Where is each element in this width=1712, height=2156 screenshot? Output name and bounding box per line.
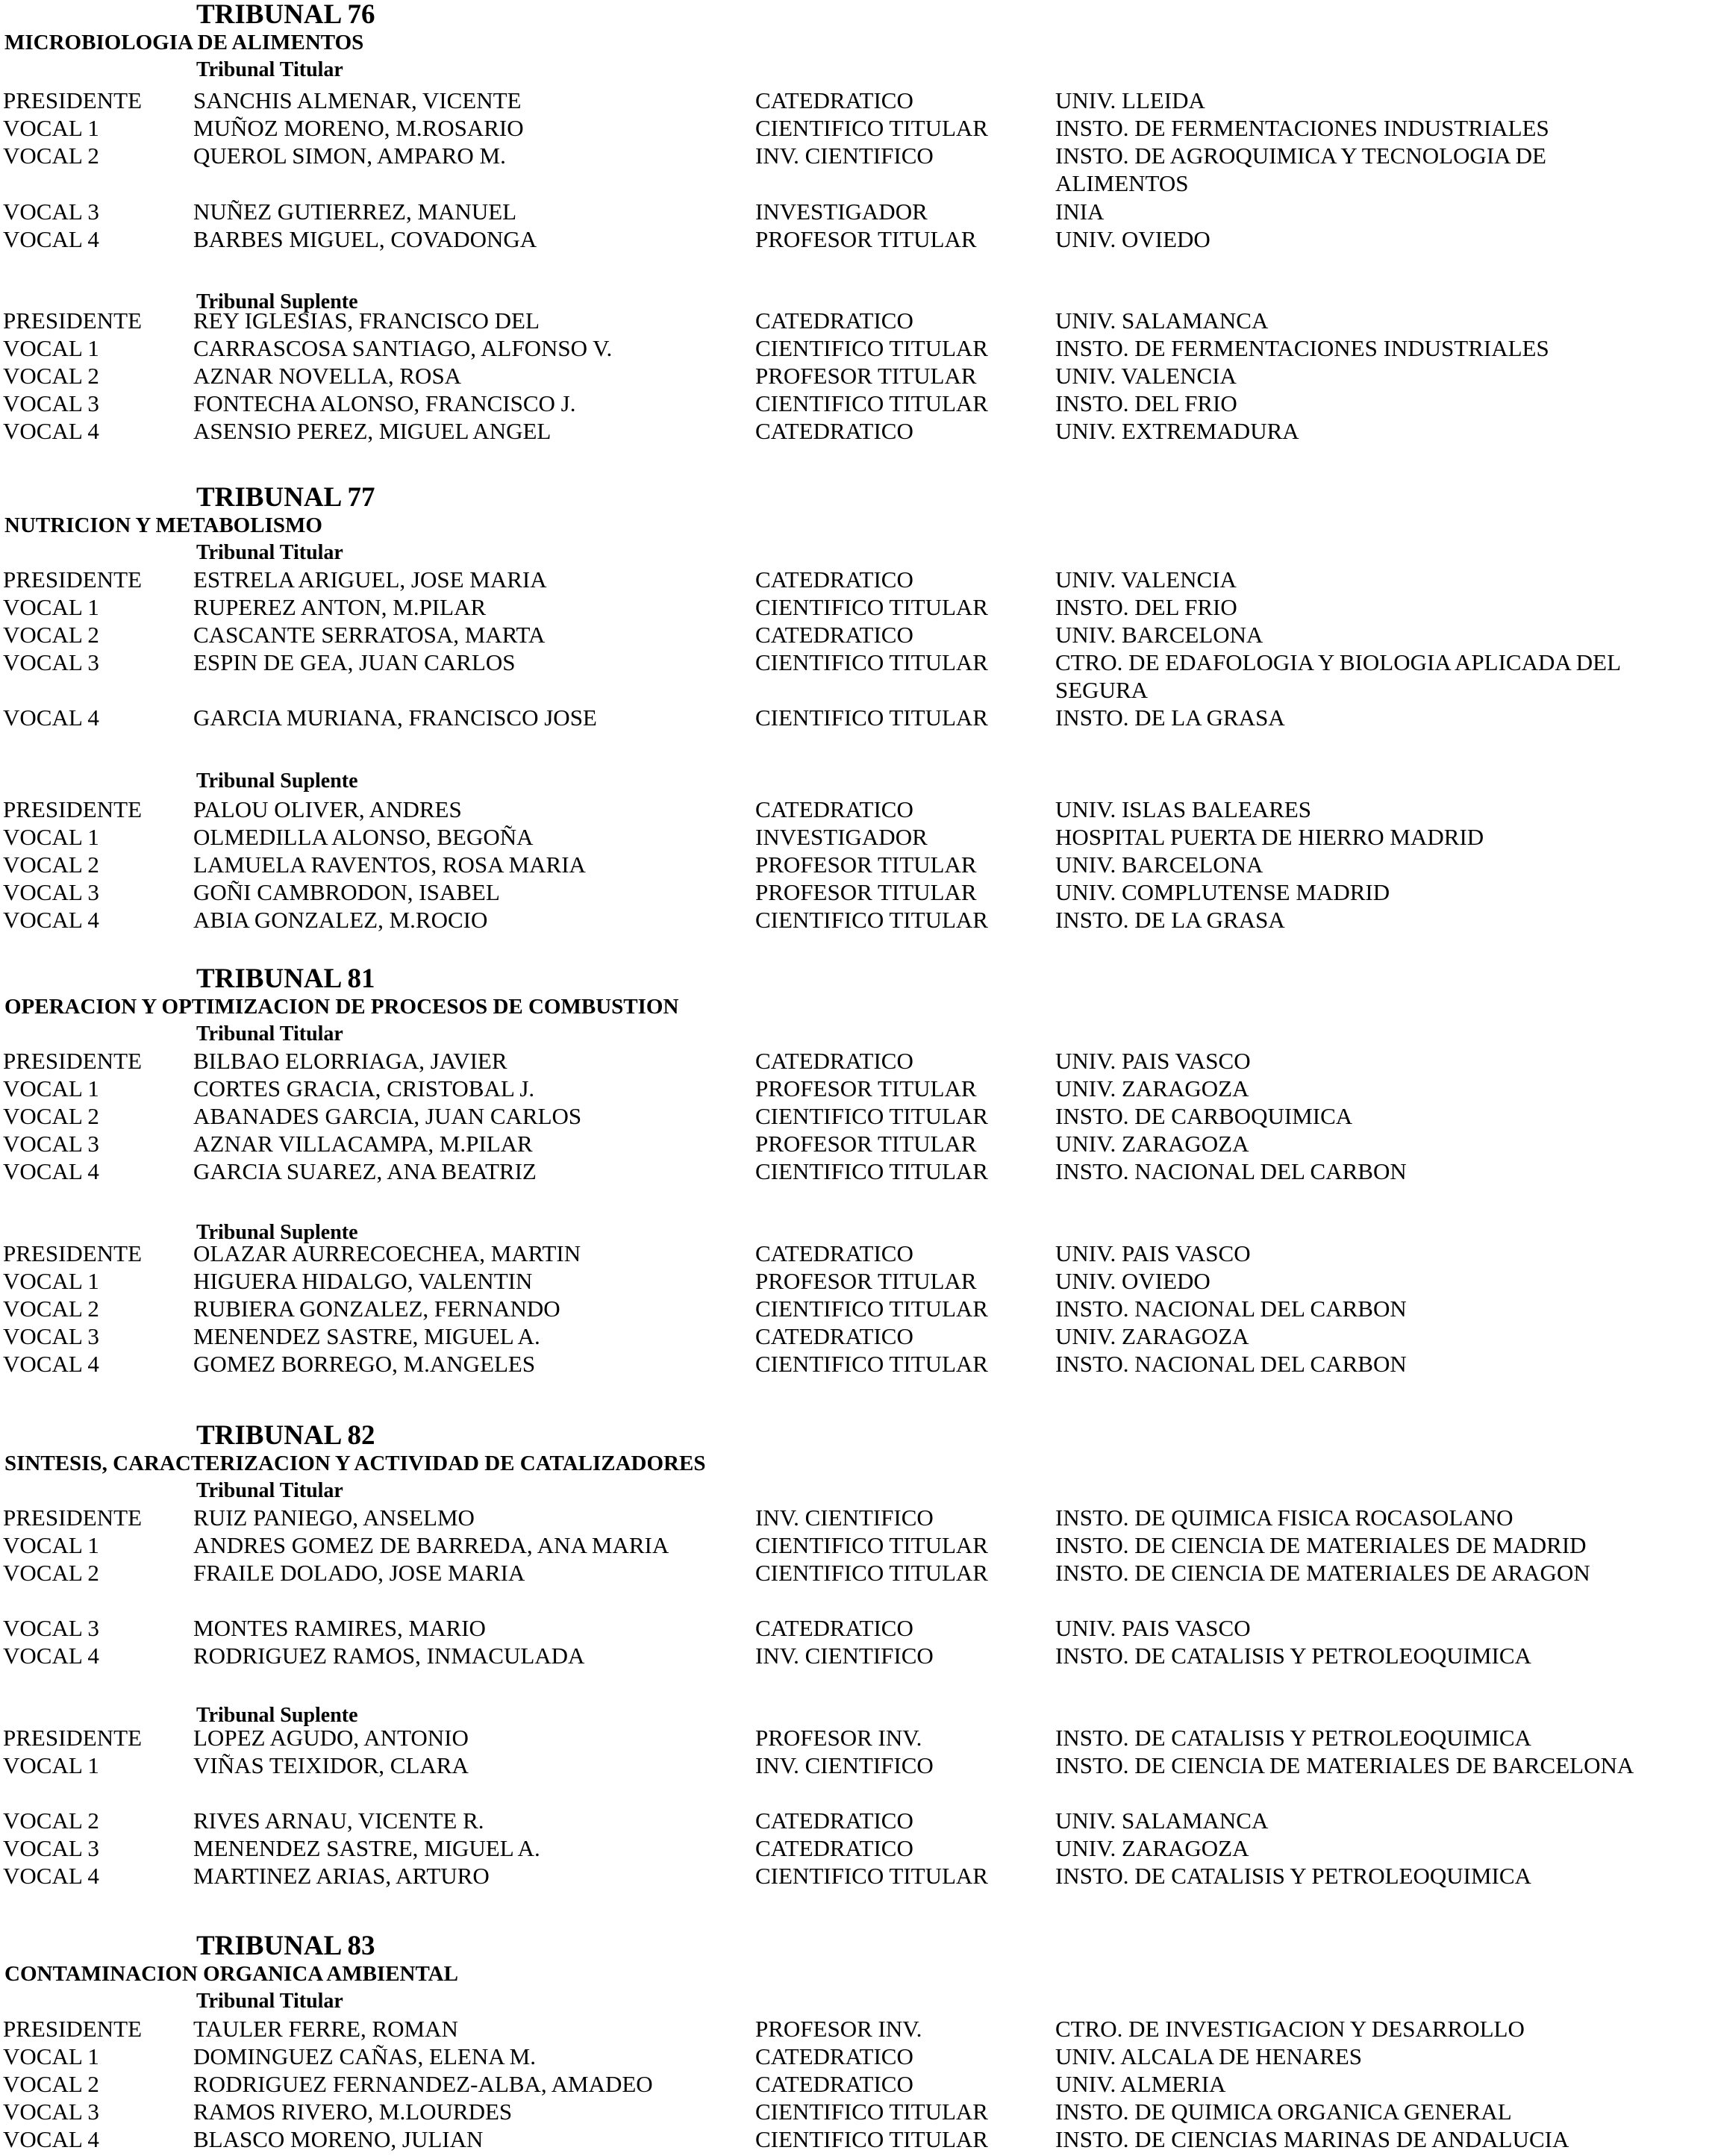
member-name: LAMUELA RAVENTOS, ROSA MARIA (193, 852, 586, 878)
member-name: ABIA GONZALEZ, M.ROCIO (193, 907, 488, 933)
member-row (0, 1240, 1712, 1267)
member-row (0, 1807, 1712, 1834)
tribunal-title: TRIBUNAL 82 (196, 1420, 375, 1451)
member-role: VOCAL 3 (3, 1131, 99, 1157)
member-institution: UNIV. PAIS VASCO (1055, 1615, 1251, 1641)
member-row (0, 142, 1712, 197)
member-position: CATEDRATICO (755, 566, 913, 593)
member-position: PROFESOR INV. (755, 1725, 922, 1751)
member-role: VOCAL 3 (3, 1835, 99, 1861)
member-position: CIENTIFICO TITULAR (755, 704, 988, 731)
member-institution: INSTO. DE CATALISIS Y PETROLEOQUIMICA (1055, 1643, 1531, 1669)
member-institution: UNIV. COMPLUTENSE MADRID (1055, 879, 1390, 905)
member-name: RUBIERA GONZALEZ, FERNANDO (193, 1296, 560, 1322)
member-role: VOCAL 3 (3, 199, 99, 225)
member-role: VOCAL 4 (3, 704, 99, 731)
member-name: OLAZAR AURRECOECHEA, MARTIN (193, 1240, 581, 1266)
member-role: VOCAL 1 (3, 1532, 99, 1558)
member-row (0, 362, 1712, 390)
member-role: VOCAL 4 (3, 1643, 99, 1669)
member-position: INV. CIENTIFICO (755, 1504, 934, 1531)
member-name: RUIZ PANIEGO, ANSELMO (193, 1504, 475, 1531)
member-institution: INSTO. DE QUIMICA FISICA ROCASOLANO (1055, 1504, 1513, 1531)
member-institution: INSTO. DE LA GRASA (1055, 704, 1285, 731)
member-institution: INSTO. DE FERMENTACIONES INDUSTRIALES (1055, 335, 1549, 361)
member-name: RIVES ARNAU, VICENTE R. (193, 1807, 484, 1834)
member-row (0, 1724, 1712, 1752)
member-row (0, 198, 1712, 225)
member-institution: INSTO. DE FERMENTACIONES INDUSTRIALES (1055, 115, 1549, 141)
member-row (0, 307, 1712, 334)
member-position: CIENTIFICO TITULAR (755, 335, 988, 361)
member-role: PRESIDENTE (3, 87, 142, 113)
member-institution: UNIV. OVIEDO (1055, 1268, 1210, 1294)
member-name: CORTES GRACIA, CRISTOBAL J. (193, 1075, 535, 1102)
member-row (0, 1642, 1712, 1669)
member-row (0, 1102, 1712, 1130)
member-name: QUEROL SIMON, AMPARO M. (193, 143, 506, 169)
member-role: PRESIDENTE (3, 1725, 142, 1751)
member-position: CIENTIFICO TITULAR (755, 907, 988, 933)
member-row (0, 87, 1712, 114)
member-name: ANDRES GOMEZ DE BARREDA, ANA MARIA (193, 1532, 669, 1558)
member-row (0, 1075, 1712, 1102)
member-row (0, 906, 1712, 934)
member-name: ESPIN DE GEA, JUAN CARLOS (193, 649, 516, 675)
tribunal-suplente-label: Tribunal Suplente (196, 290, 358, 313)
member-name: MUÑOZ MORENO, M.ROSARIO (193, 115, 524, 141)
member-name: LOPEZ AGUDO, ANTONIO (193, 1725, 469, 1751)
tribunal-subject: MICROBIOLOGIA DE ALIMENTOS (4, 31, 364, 54)
tribunal-titular-label: Tribunal Titular (196, 1022, 343, 1046)
member-position: CATEDRATICO (755, 307, 913, 334)
member-row (0, 2125, 1712, 2153)
member-role: VOCAL 4 (3, 1158, 99, 1184)
member-role: PRESIDENTE (3, 1240, 142, 1266)
member-institution: UNIV. BARCELONA (1055, 622, 1263, 648)
member-row (0, 704, 1712, 731)
member-name: ESTRELA ARIGUEL, JOSE MARIA (193, 566, 547, 593)
member-role: VOCAL 4 (3, 907, 99, 933)
member-role: VOCAL 1 (3, 1075, 99, 1102)
member-institution: UNIV. ZARAGOZA (1055, 1075, 1249, 1102)
member-institution: UNIV. VALENCIA (1055, 566, 1237, 593)
tribunal-title: TRIBUNAL 76 (196, 0, 375, 30)
member-role: VOCAL 4 (3, 2126, 99, 2152)
member-name: AZNAR VILLACAMPA, M.PILAR (193, 1131, 533, 1157)
member-position: CATEDRATICO (755, 418, 913, 444)
tribunal-suplente-label: Tribunal Suplente (196, 769, 358, 793)
member-row (0, 1531, 1712, 1559)
member-role: PRESIDENTE (3, 1504, 142, 1531)
member-role: VOCAL 2 (3, 363, 99, 389)
member-institution: INSTO. DE CARBOQUIMICA (1055, 1103, 1353, 1129)
member-position: PROFESOR TITULAR (755, 1075, 977, 1102)
member-row (0, 621, 1712, 649)
tribunal-subject: OPERACION Y OPTIMIZACION DE PROCESOS DE COMBUSTION (4, 995, 679, 1019)
member-institution: UNIV. ALMERIA (1055, 2071, 1226, 2097)
tribunal-title: TRIBUNAL 83 (196, 1931, 375, 1961)
tribunal-title: TRIBUNAL 77 (196, 482, 375, 513)
member-institution: UNIV. ZARAGOZA (1055, 1323, 1249, 1349)
member-name: DOMINGUEZ CAÑAS, ELENA M. (193, 2043, 536, 2069)
member-role: VOCAL 3 (3, 649, 99, 675)
member-name: CASCANTE SERRATOSA, MARTA (193, 622, 546, 648)
member-institution: INSTO. DE CIENCIA DE MATERIALES DE BARCELONA (1055, 1752, 1634, 1778)
member-row (0, 593, 1712, 621)
member-name: RAMOS RIVERO, M.LOURDES (193, 2099, 513, 2125)
member-role: VOCAL 1 (3, 1752, 99, 1778)
tribunal-titular-label: Tribunal Titular (196, 541, 343, 564)
member-name: MENENDEZ SASTRE, MIGUEL A. (193, 1323, 540, 1349)
member-institution: INSTO. DE CATALISIS Y PETROLEOQUIMICA (1055, 1725, 1531, 1751)
member-name: MONTES RAMIRES, MARIO (193, 1615, 486, 1641)
member-institution: INSTO. DEL FRIO (1055, 390, 1237, 416)
member-role: VOCAL 1 (3, 2043, 99, 2069)
member-name: BILBAO ELORRIAGA, JAVIER (193, 1048, 507, 1074)
member-row (0, 1752, 1712, 1807)
member-institution: INSTO. DEL FRIO (1055, 594, 1237, 620)
member-role: VOCAL 2 (3, 1807, 99, 1834)
member-role: VOCAL 1 (3, 1268, 99, 1294)
member-name: VIÑAS TEIXIDOR, CLARA (193, 1752, 469, 1778)
member-role: VOCAL 3 (3, 1323, 99, 1349)
member-position: CIENTIFICO TITULAR (755, 649, 988, 675)
member-name: GARCIA SUAREZ, ANA BEATRIZ (193, 1158, 537, 1184)
member-institution: INSTO. DE LA GRASA (1055, 907, 1285, 933)
member-name: ASENSIO PEREZ, MIGUEL ANGEL (193, 418, 552, 444)
member-position: CIENTIFICO TITULAR (755, 1532, 988, 1558)
member-name: CARRASCOSA SANTIAGO, ALFONSO V. (193, 335, 613, 361)
member-name: BLASCO MORENO, JULIAN (193, 2126, 484, 2152)
tribunal-titular-label: Tribunal Titular (196, 1990, 343, 2013)
member-name: RODRIGUEZ FERNANDEZ-ALBA, AMADEO (193, 2071, 653, 2097)
member-row (0, 334, 1712, 362)
member-position: PROFESOR TITULAR (755, 1268, 977, 1294)
member-row (0, 2098, 1712, 2125)
member-role: VOCAL 1 (3, 594, 99, 620)
member-role: PRESIDENTE (3, 796, 142, 822)
member-role: VOCAL 3 (3, 390, 99, 416)
member-institution: INSTO. DE AGROQUIMICA Y TECNOLOGIA DE ALIMENTOS (1055, 143, 1546, 196)
member-institution: INSTO. NACIONAL DEL CARBON (1055, 1158, 1407, 1184)
member-institution: UNIV. OVIEDO (1055, 226, 1210, 252)
member-position: CATEDRATICO (755, 2043, 913, 2069)
member-position: PROFESOR TITULAR (755, 363, 977, 389)
member-position: CATEDRATICO (755, 1240, 913, 1266)
member-name: GOMEZ BORREGO, M.ANGELES (193, 1351, 536, 1377)
member-institution: UNIV. EXTREMADURA (1055, 418, 1299, 444)
member-row (0, 1130, 1712, 1157)
member-role: VOCAL 2 (3, 1560, 99, 1586)
member-row (0, 1350, 1712, 1378)
member-position: CATEDRATICO (755, 1807, 913, 1834)
member-row (0, 1862, 1712, 1890)
member-name: SANCHIS ALMENAR, VICENTE (193, 87, 522, 113)
member-institution: UNIV. ALCALA DE HENARES (1055, 2043, 1363, 2069)
member-role: PRESIDENTE (3, 566, 142, 593)
member-name: HIGUERA HIDALGO, VALENTIN (193, 1268, 533, 1294)
member-position: CIENTIFICO TITULAR (755, 2099, 988, 2125)
member-institution: INSTO. DE CATALISIS Y PETROLEOQUIMICA (1055, 1863, 1531, 1889)
tribunal-titular-label: Tribunal Titular (196, 1479, 343, 1502)
member-role: PRESIDENTE (3, 2016, 142, 2042)
member-role: PRESIDENTE (3, 307, 142, 334)
member-row (0, 2043, 1712, 2070)
member-name: RODRIGUEZ RAMOS, INMACULADA (193, 1643, 585, 1669)
member-position: CIENTIFICO TITULAR (755, 1158, 988, 1184)
member-institution: UNIV. VALENCIA (1055, 363, 1237, 389)
member-row (0, 1322, 1712, 1350)
member-position: CIENTIFICO TITULAR (755, 1863, 988, 1889)
member-institution: UNIV. ISLAS BALEARES (1055, 796, 1312, 822)
member-institution: INSTO. NACIONAL DEL CARBON (1055, 1296, 1407, 1322)
member-row (0, 823, 1712, 851)
member-row (0, 114, 1712, 142)
member-institution: INIA (1055, 199, 1105, 225)
member-row (0, 1614, 1712, 1642)
member-institution: UNIV. BARCELONA (1055, 852, 1263, 878)
member-position: CIENTIFICO TITULAR (755, 594, 988, 620)
member-institution: UNIV. SALAMANCA (1055, 307, 1269, 334)
tribunal-suplente-label: Tribunal Suplente (196, 1704, 358, 1727)
member-position: INV. CIENTIFICO (755, 143, 934, 169)
member-name: BARBES MIGUEL, COVADONGA (193, 226, 537, 252)
member-row (0, 1047, 1712, 1075)
member-role: VOCAL 3 (3, 1615, 99, 1641)
member-name: ABANADES GARCIA, JUAN CARLOS (193, 1103, 582, 1129)
member-institution: CTRO. DE INVESTIGACION Y DESARROLLO (1055, 2016, 1525, 2042)
member-role: VOCAL 3 (3, 2099, 99, 2125)
member-position: CIENTIFICO TITULAR (755, 1103, 988, 1129)
member-position: PROFESOR INV. (755, 2016, 922, 2042)
member-position: CIENTIFICO TITULAR (755, 390, 988, 416)
member-role: VOCAL 4 (3, 418, 99, 444)
member-position: CIENTIFICO TITULAR (755, 115, 988, 141)
member-row (0, 1157, 1712, 1185)
member-position: PROFESOR TITULAR (755, 852, 977, 878)
member-position: PROFESOR TITULAR (755, 226, 977, 252)
member-institution: UNIV. ZARAGOZA (1055, 1835, 1249, 1861)
member-institution: UNIV. PAIS VASCO (1055, 1240, 1251, 1266)
member-position: CATEDRATICO (755, 1323, 913, 1349)
member-position: CATEDRATICO (755, 1835, 913, 1861)
member-name: NUÑEZ GUTIERREZ, MANUEL (193, 199, 517, 225)
member-position: CATEDRATICO (755, 2071, 913, 2097)
tribunal-title: TRIBUNAL 81 (196, 963, 375, 994)
member-position: CATEDRATICO (755, 87, 913, 113)
member-name: GARCIA MURIANA, FRANCISCO JOSE (193, 704, 597, 731)
member-role: VOCAL 2 (3, 1296, 99, 1322)
member-institution: UNIV. PAIS VASCO (1055, 1048, 1251, 1074)
member-position: CATEDRATICO (755, 796, 913, 822)
member-row (0, 417, 1712, 445)
member-row (0, 851, 1712, 878)
member-role: VOCAL 3 (3, 879, 99, 905)
tribunal-suplente-label: Tribunal Suplente (196, 1221, 358, 1244)
member-institution: INSTO. DE QUIMICA ORGANICA GENERAL (1055, 2099, 1512, 2125)
member-position: CIENTIFICO TITULAR (755, 1351, 988, 1377)
member-name: AZNAR NOVELLA, ROSA (193, 363, 462, 389)
member-name: PALOU OLIVER, ANDRES (193, 796, 462, 822)
member-name: MENENDEZ SASTRE, MIGUEL A. (193, 1835, 540, 1861)
member-role: VOCAL 4 (3, 1351, 99, 1377)
tribunal-titular-label: Tribunal Titular (196, 58, 343, 81)
member-position: CATEDRATICO (755, 1048, 913, 1074)
member-role: VOCAL 1 (3, 115, 99, 141)
member-position: CATEDRATICO (755, 622, 913, 648)
tribunal-subject: SINTESIS, CARACTERIZACION Y ACTIVIDAD DE CATALIZADORES (4, 1452, 706, 1475)
member-row (0, 1295, 1712, 1322)
member-institution: INSTO. NACIONAL DEL CARBON (1055, 1351, 1407, 1377)
member-institution: INSTO. DE CIENCIA DE MATERIALES DE MADRID (1055, 1532, 1587, 1558)
member-institution: INSTO. DE CIENCIAS MARINAS DE ANDALUCIA (1055, 2126, 1569, 2152)
member-row (0, 649, 1712, 704)
member-role: VOCAL 2 (3, 852, 99, 878)
member-name: MARTINEZ ARIAS, ARTURO (193, 1863, 490, 1889)
tribunal-subject: CONTAMINACION ORGANICA AMBIENTAL (4, 1962, 458, 1986)
member-role: VOCAL 2 (3, 622, 99, 648)
member-institution: UNIV. ZARAGOZA (1055, 1131, 1249, 1157)
member-role: VOCAL 4 (3, 226, 99, 252)
member-position: CATEDRATICO (755, 1615, 913, 1641)
member-row (0, 225, 1712, 253)
member-position: CIENTIFICO TITULAR (755, 1296, 988, 1322)
member-role: VOCAL 4 (3, 1863, 99, 1889)
member-position: INVESTIGADOR (755, 199, 928, 225)
member-row (0, 1834, 1712, 1862)
member-institution: CTRO. DE EDAFOLOGIA Y BIOLOGIA APLICADA DEL SEGURA (1055, 649, 1620, 703)
member-role: VOCAL 2 (3, 1103, 99, 1129)
member-name: RUPEREZ ANTON, M.PILAR (193, 594, 487, 620)
member-institution: INSTO. DE CIENCIA DE MATERIALES DE ARAGON (1055, 1560, 1590, 1586)
member-position: PROFESOR TITULAR (755, 1131, 977, 1157)
member-name: FRAILE DOLADO, JOSE MARIA (193, 1560, 525, 1586)
member-row (0, 2015, 1712, 2043)
member-name: OLMEDILLA ALONSO, BEGOÑA (193, 824, 534, 850)
member-row (0, 390, 1712, 417)
member-position: CIENTIFICO TITULAR (755, 1560, 988, 1586)
member-name: TAULER FERRE, ROMAN (193, 2016, 458, 2042)
member-role: VOCAL 2 (3, 2071, 99, 2097)
member-name: FONTECHA ALONSO, FRANCISCO J. (193, 390, 576, 416)
member-row (0, 796, 1712, 823)
member-position: CIENTIFICO TITULAR (755, 2126, 988, 2152)
member-row (0, 2070, 1712, 2098)
member-row (0, 1504, 1712, 1531)
member-position: INV. CIENTIFICO (755, 1643, 934, 1669)
member-position: INV. CIENTIFICO (755, 1752, 934, 1778)
member-role: VOCAL 1 (3, 824, 99, 850)
member-role: VOCAL 1 (3, 335, 99, 361)
member-institution: HOSPITAL PUERTA DE HIERRO MADRID (1055, 824, 1484, 850)
member-row (0, 878, 1712, 906)
member-position: PROFESOR TITULAR (755, 879, 977, 905)
member-institution: UNIV. SALAMANCA (1055, 1807, 1269, 1834)
member-position: INVESTIGADOR (755, 824, 928, 850)
tribunal-subject: NUTRICION Y METABOLISMO (4, 513, 322, 537)
member-row (0, 1559, 1712, 1614)
member-institution: UNIV. LLEIDA (1055, 87, 1205, 113)
member-role: PRESIDENTE (3, 1048, 142, 1074)
member-role: VOCAL 2 (3, 143, 99, 169)
member-name: GOÑI CAMBRODON, ISABEL (193, 879, 500, 905)
member-name: REY IGLESIAS, FRANCISCO DEL (193, 307, 540, 334)
member-row (0, 566, 1712, 593)
member-row (0, 1267, 1712, 1295)
